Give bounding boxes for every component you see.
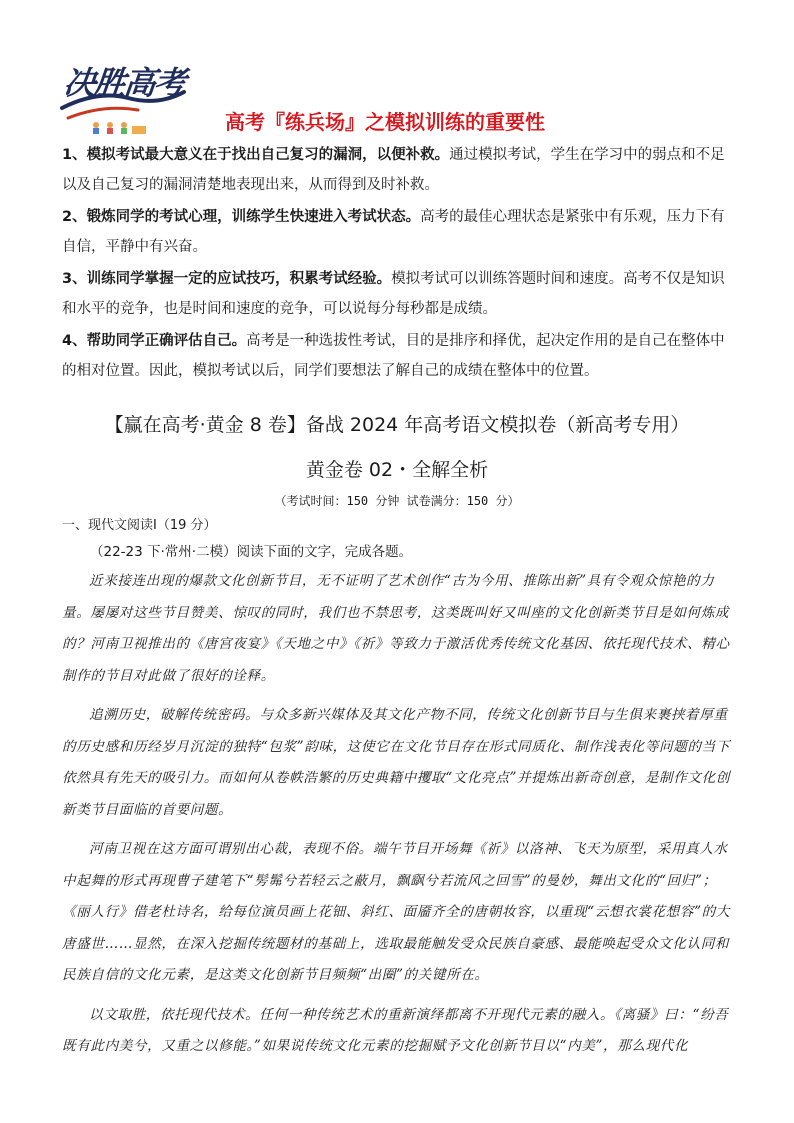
point-4-bold: 4、帮助同学正确评估自己。 <box>62 333 247 349</box>
point-2 <box>62 203 734 262</box>
point-2-text: 高考的最佳心理状态是紧张中有乐观，压力下有自信，平静中有兴奋。 <box>62 209 725 255</box>
point-1-bold: 1、模拟考试最大意义在于找出自己复习的漏洞，以便补救。 <box>62 147 450 163</box>
point-1-text: 通过模拟考试，学生在学习中的弱点和不足以及自己复习的漏洞清楚地表现出来，从而得到及时补救。 <box>62 147 725 193</box>
point-3-text: 模拟考试可以训练答题时间和速度。高考不仅是知识和水平的竞争，也是时间和速度的竞争，可以说每分每秒都是成绩。 <box>62 271 725 317</box>
exam-title: 【赢在高考·黄金 8 卷】备战 2024 年高考语文模拟卷（新高考专用） <box>104 414 690 436</box>
reading-instructions: （22-23 下·常州·二模）阅读下面的文字，完成各题。 <box>90 544 413 560</box>
point-3 <box>62 265 734 324</box>
point-4-text: 高考是一种选拔性考试，目的是排序和择优，起决定作用的是自己在整体中的相对位置。因此，模拟考试以后，同学们要想法了解自己的成绩在整体中的位置。 <box>62 333 725 379</box>
reading-passage <box>62 566 732 1063</box>
exam-subtitle: 黄金卷 02・全解全析 <box>305 459 489 481</box>
passage-paragraph-1: 近来接连出现的爆款文化创新节目，无不证明了艺术创作“古为今用、推陈出新”具有令观众惊艳的力量。屡屡对这些节目赞美、惊叹的同时，我们也不禁思考，这类既叫好又叫座的文化创新类节目是如何炼成的？河南卫视推出的《唐宫夜宴》《天地之中》《祈》等致力于激活优秀传统文化基因、依托现代技术、精心制作的节目对此做了很好的诠释。 <box>62 573 730 684</box>
passage-paragraph-4: 以文取胜，依托现代技术。任何一种传统艺术的重新演绎都离不开现代元素的融入。《离骚》曰：“纷吾既有此内美兮，又重之以修能。”如果说传统文化元素的挖掘赋予文化创新节目以“内美”，那么现代化 <box>62 1006 729 1054</box>
students-illustration-icon <box>88 120 150 134</box>
section-heading: 一、现代文阅读Ⅰ（19 分） <box>62 518 217 533</box>
point-3-bold: 3、训练同学掌握一定的应试技巧，积累考试经验。 <box>62 271 392 287</box>
logo-text: 决胜高考 <box>61 64 186 102</box>
passage-paragraph-3: 河南卫视在这方面可谓别出心裁，表现不俗。端午节目开场舞《祈》以洛神、飞天为原型，采用真人水中起舞的形式再现曹子建笔下“髣髴兮若轻云之蔽月，飘飖兮若流风之回雪”的曼妙，舞出文化的“回归”；《丽人行》借老杜诗名，给每位演员画上花钿、斜红、面靥齐全的唐朝妆容，以重现“云想衣裳花想容”的大唐盛世……显然，在深入挖掘传统题材的基础上，选取最能触发受众民族自豪感、最能唤起受众文化认同和民族自信的文化元素，是这类文化创新节目频频“出圈”的关键所在。 <box>62 841 731 983</box>
page-title: 高考『练兵场』之模拟训练的重要性 <box>225 110 545 134</box>
exam-info: （考试时间：150 分钟 试卷满分：150 分） <box>274 494 520 508</box>
point-4 <box>62 327 734 386</box>
passage-paragraph-2: 追溯历史，破解传统密码。与众多新兴媒体及其文化产物不同，传统文化创新节目与生俱来裹挟着厚重的历史感和历经岁月沉淀的独特“包浆”韵味，这使它在文化节目存在形式同质化、制作浅表化等问题的当下依然具有先天的吸引力。而如何从卷帙浩繁的历史典籍中攫取“文化亮点”并提炼出新奇创意，是制作文化创新类节目面临的首要问题。 <box>62 707 731 818</box>
point-2-bold: 2、锻炼同学的考试心理，训练学生快速进入考试状态。 <box>62 209 421 225</box>
logo <box>58 58 188 138</box>
point-1 <box>62 141 734 200</box>
